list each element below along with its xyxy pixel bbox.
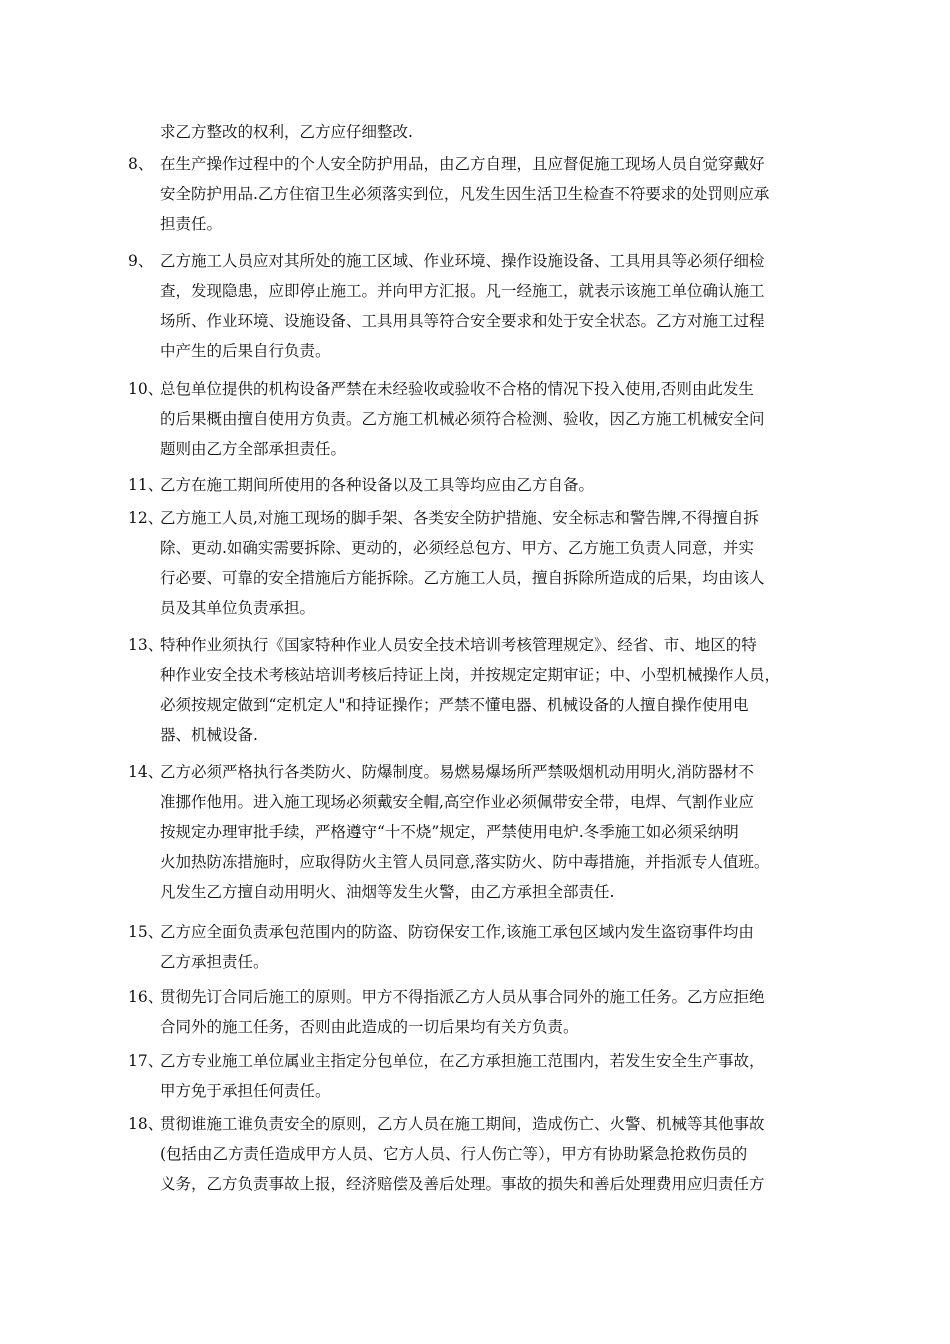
clause-number: 9、 [128,252,154,270]
clause-number: 17、 [128,1052,164,1070]
clause-number: 15、 [128,923,164,941]
clause-line: 乙方应全面负责承包范围内的防盗、防窃保安工作,该施工承包区域内发生盗窃事件均由 [160,923,754,941]
clause-line: 火加热防冻措施时，应取得防火主管人员同意,落实防火、防中毒措施，并指派专人值班。 [160,853,770,871]
clause-line: 贯彻先订合同后施工的原则。甲方不得指派乙方人员从事合同外的施工任务。乙方应拒绝 [160,988,765,1006]
clause-line: 合同外的施工任务，否则由此造成的一切后果均有关方负责。 [160,1018,579,1036]
clause-line: 员及其单位负责承担。 [160,599,316,617]
clause-line: 乙方必须严格执行各类防火、防爆制度。易燃易爆场所严禁吸烟机动用明火,消防器材不 [160,763,754,781]
clause-line: 准挪作他用。进入施工现场必须戴安全帽,高空作业必须佩带安全带，电焊、气割作业应 [160,793,754,811]
clause-number: 16、 [128,988,164,1006]
clause-line: 总包单位提供的机构设备严禁在未经验收或验收不合格的情况下投入使用,否则由此发生 [160,380,754,398]
clause-line: 贯彻谁施工谁负责安全的原则，乙方人员在施工期间，造成伤亡、火警、机械等其他事故 [160,1115,765,1133]
clause-line: 特种作业须执行《国家特种作业人员安全技术培训考核管理规定》、经省、市、地区的特 [160,636,757,654]
clause-line: 乙方施工人员应对其所处的施工区域、作业环境、操作设施设备、工具用具等必须仔细检 [160,252,765,270]
clause-line: 乙方在施工期间所使用的各种设备以及工具等均应由乙方自备。 [160,476,595,494]
clause-line: 乙方承担责任。 [160,953,269,971]
clause-line: 中产生的后果自行负责。 [160,342,331,360]
clause-line: 按规定办理审批手续，严格遵守“十不烧”规定，严禁使用电炉.冬季施工如必须采纳明 [160,823,739,841]
clause-line: 担责任。 [160,215,223,233]
clause-line: 凡发生乙方擅自动用明火、油烟等发生火警，由乙方承担全部责任. [160,883,615,901]
clause-line: (包括由乙方责任造成甲方人员、它方人员、行人伤亡等），甲方有协助紧急抢救伤员的 [160,1145,748,1163]
continuation-text: 求乙方整改的权利，乙方应仔细整改. [160,123,413,141]
clause-line: 题则由乙方全部承担责任。 [160,440,347,458]
clause-number: 12、 [128,509,164,527]
clause-line: 查，发现隐患，应即停止施工。并向甲方汇报。凡一经施工，就表示该施工单位确认施工 [160,282,765,300]
clause-line: 乙方施工人员,对施工现场的脚手架、各类安全防护措施、安全标志和警告牌,不得擅自拆 [160,509,759,527]
clause-line: 器、机械设备. [160,726,258,744]
clause-number: 11、 [128,476,164,494]
clause-line: 义务，乙方负责事故上报，经济赔偿及善后处理。事故的损失和善后处理费用应归责任方 [160,1175,765,1193]
clause-line: 除、更动.如确实需要拆除、更动的，必须经总包方、甲方、乙方施工负责人同意，并实 [160,539,754,557]
clause-number: 18、 [128,1115,164,1133]
clause-line: 必须按规定做到“定机定人"和持证操作；严禁不懂电器、机械设备的人擅自操作使用电 [160,696,749,714]
clause-number: 10、 [128,380,164,398]
clause-line: 种作业安全技术考核站培训考核后持证上岗，并按规定定期审证；中、小型机械操作人员， [160,666,781,684]
clause-number: 14、 [128,763,164,781]
clause-line: 的后果概由擅自使用方负责。乙方施工机械必须符合检测、验收，因乙方施工机械安全问 [160,410,765,428]
clause-line: 乙方专业施工单位属业主指定分包单位，在乙方承担施工范围内，若发生安全生产事故， [160,1052,765,1070]
clause-number: 8、 [128,155,154,173]
clause-line: 安全防护用品.乙方住宿卫生必须落实到位，凡发生因生活卫生检查不符要求的处罚则应承 [160,185,770,203]
clause-number: 13、 [128,636,164,654]
clause-line: 行必要、可靠的安全措施后方能拆除。乙方施工人员，擅自拆除所造成的后果，均由该人 [160,569,765,587]
clause-line: 在生产操作过程中的个人安全防护用品，由乙方自理，且应督促施工现场人员自觉穿戴好 [160,155,765,173]
clause-line: 场所、作业环境、设施设备、工具用具等符合安全要求和处于安全状态。乙方对施工过程 [160,312,765,330]
clause-line: 甲方免于承担任何责任。 [160,1082,331,1100]
